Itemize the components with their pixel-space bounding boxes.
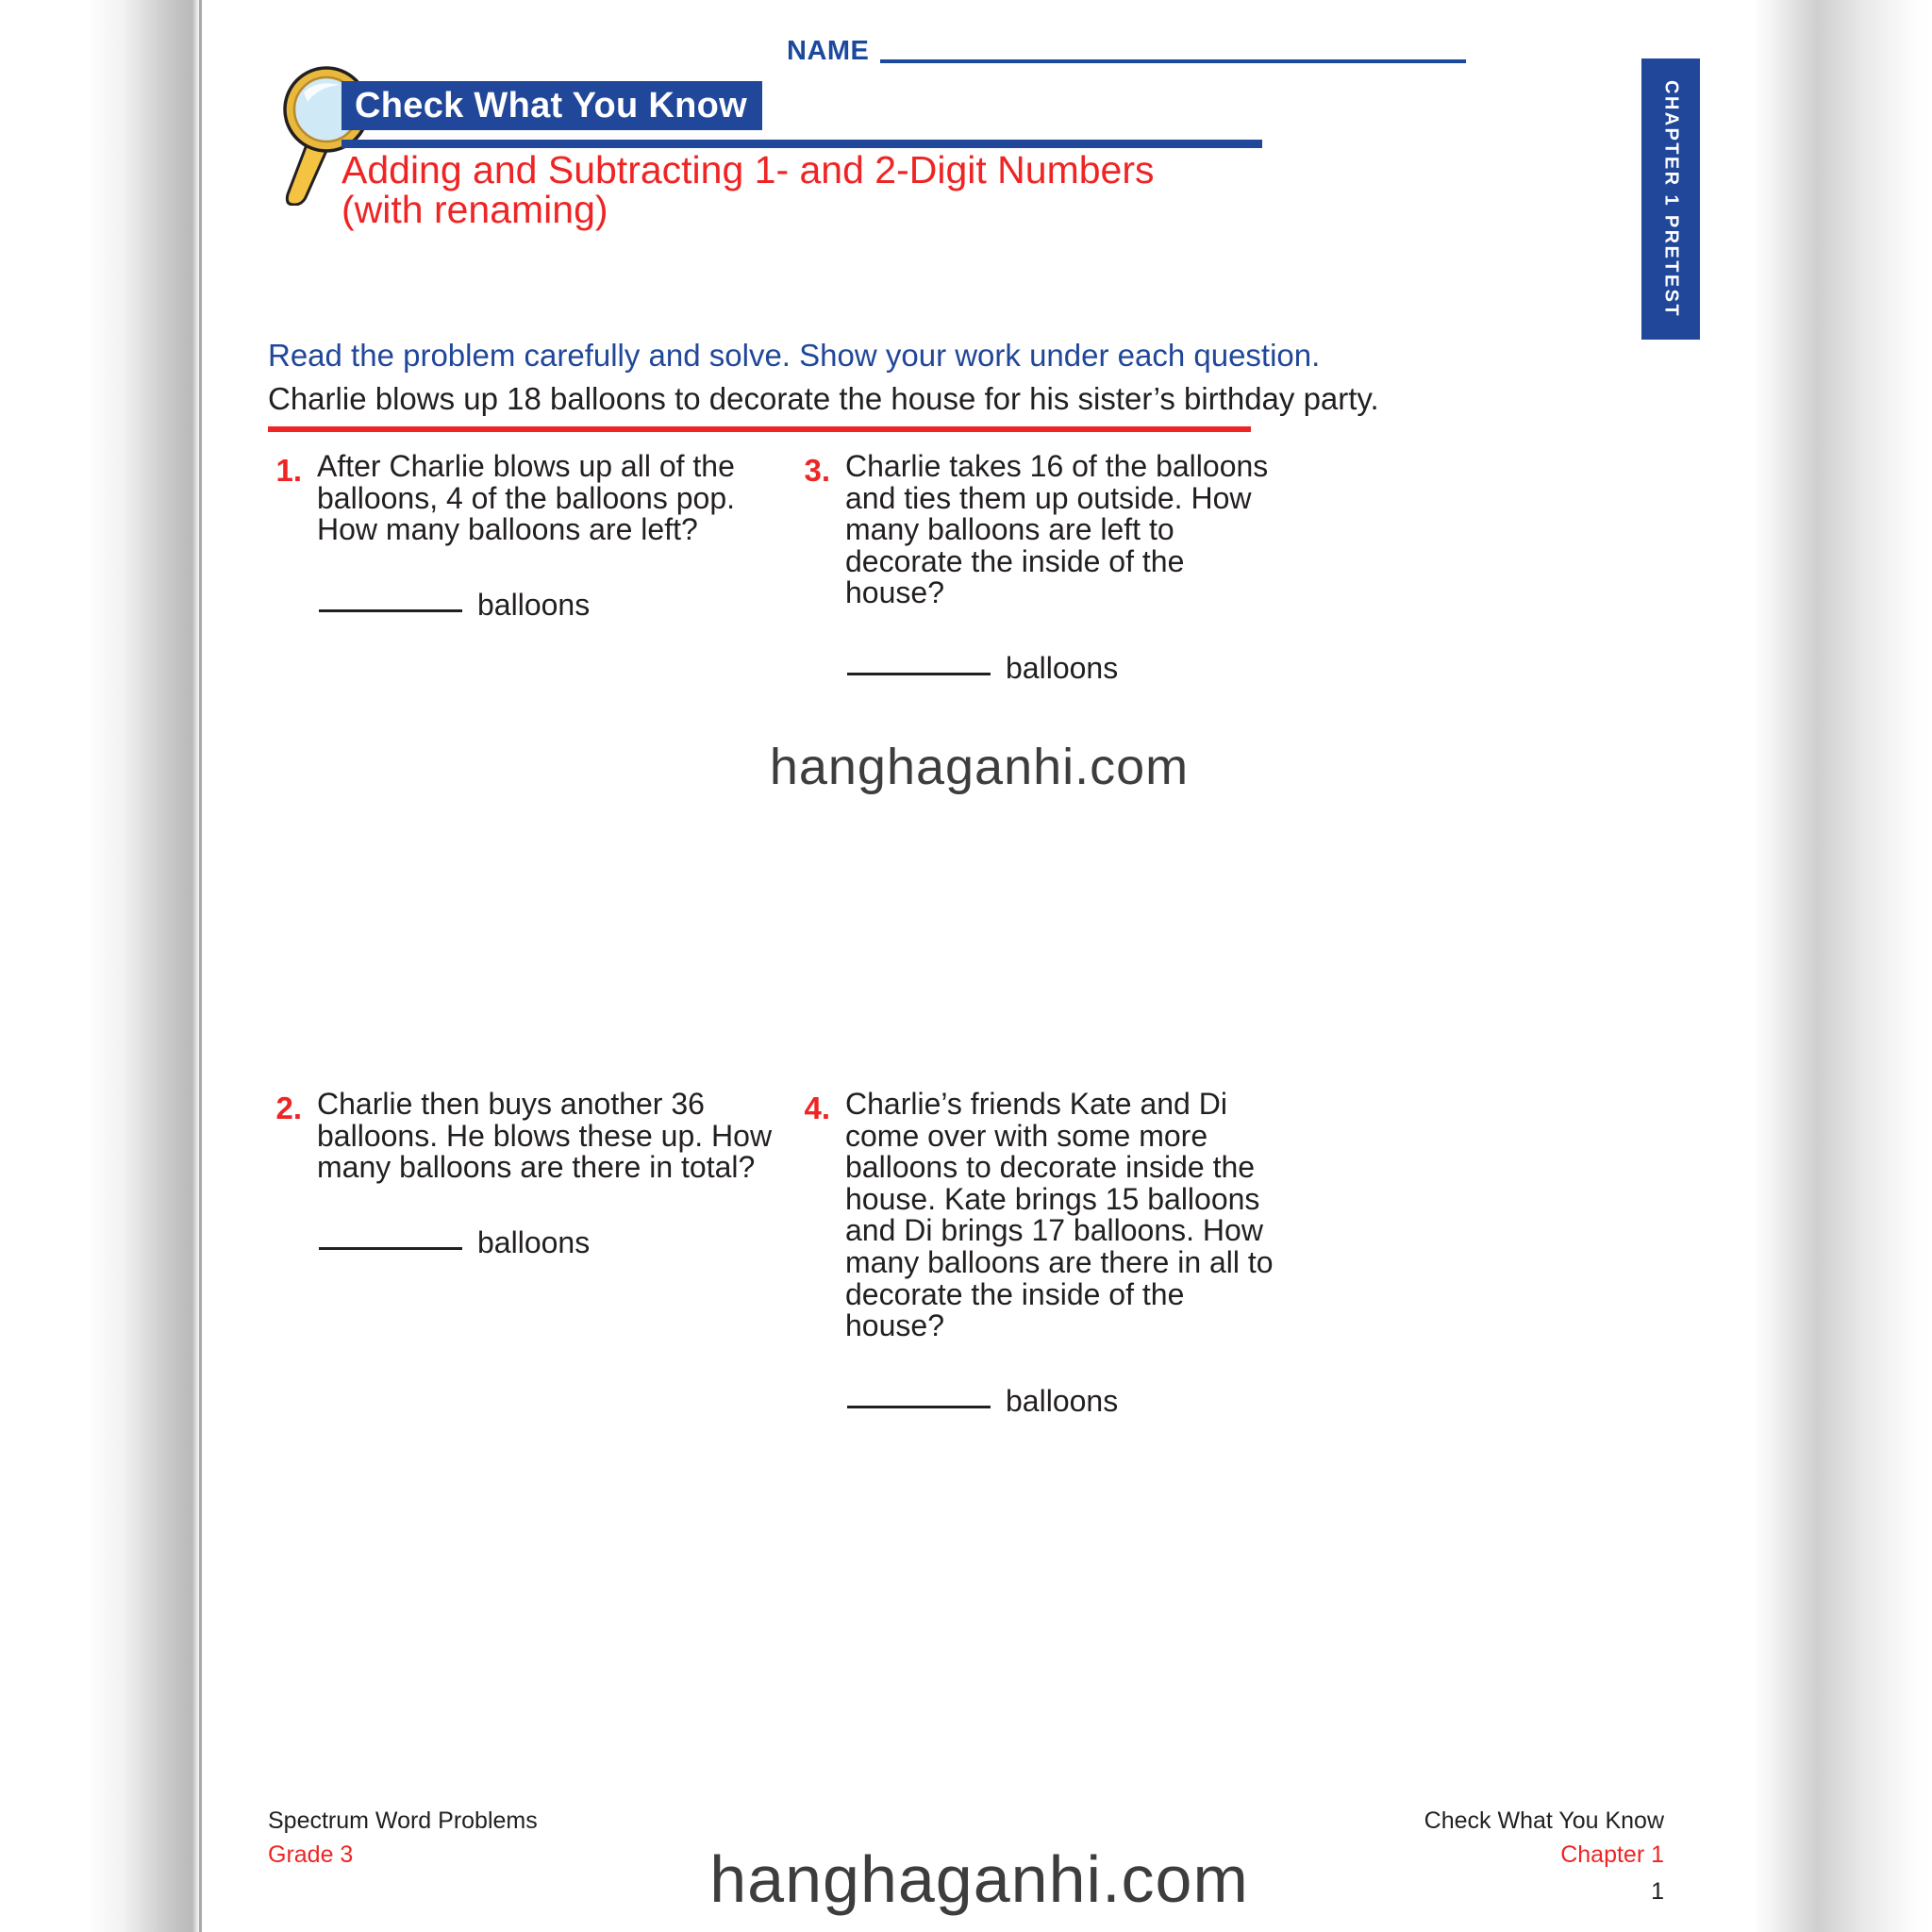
- problem-4-answer-unit: balloons: [1006, 1383, 1119, 1418]
- problem-2-number: 2.: [275, 1091, 302, 1125]
- page-left-gutter-shadow: [0, 0, 200, 1932]
- problem-4-text: Charlie’s friends Kate and Di come over with some more balloons to decorate inside the house. Kate brings 15 balloons and Di brings 17 balloons. How many balloons are there in all to decorate the inside of the house?: [845, 1087, 1274, 1343]
- lesson-title-line2: (with renaming): [341, 187, 608, 231]
- problem-1-answer-row[interactable]: [317, 587, 796, 622]
- problem-2-answer-unit: balloons: [477, 1224, 591, 1259]
- problem-1-answer-unit: balloons: [477, 587, 591, 622]
- problem-2-answer-row[interactable]: [317, 1224, 796, 1259]
- problem-4: [796, 1089, 1287, 1416]
- problem-1-answer-blank[interactable]: [319, 609, 462, 612]
- problem-3-answer-row[interactable]: [845, 650, 1287, 685]
- problem-2-answer-blank[interactable]: [319, 1247, 462, 1250]
- name-write-line[interactable]: [880, 59, 1466, 63]
- problem-3-number: 3.: [804, 453, 830, 488]
- name-label: NAME: [787, 36, 870, 66]
- problem-row-bottom: [268, 1089, 1291, 1416]
- chapter-pretest-tab: [1641, 58, 1700, 340]
- problem-1: [268, 451, 796, 683]
- chapter-tab-label: CHAPTER 1 PRETEST: [1660, 80, 1682, 318]
- problem-3-answer-blank[interactable]: [847, 673, 991, 675]
- footer-chapter: Chapter 1: [1560, 1841, 1664, 1869]
- lesson-title: [341, 148, 1294, 231]
- footer-section-title: Check What You Know: [1424, 1807, 1664, 1834]
- worksheet-sheet: [202, 0, 1757, 1932]
- lesson-title-line1: Adding and Subtracting 1- and 2-Digit Numbers: [341, 148, 1155, 192]
- header-blue-rule: [341, 140, 1262, 148]
- footer-left: [268, 1804, 538, 1873]
- banner-title: Check What You Know: [355, 85, 747, 125]
- problem-2: [268, 1089, 796, 1416]
- problem-4-answer-row[interactable]: [845, 1383, 1287, 1418]
- problem-1-number: 1.: [275, 453, 302, 488]
- footer-grade: Grade 3: [268, 1841, 354, 1869]
- section-red-rule: [268, 426, 1251, 432]
- footer-book-title: Spectrum Word Problems: [268, 1807, 538, 1834]
- check-what-you-know-banner: [341, 81, 762, 130]
- directions-text: Read the problem carefully and solve. Show your work under each question.: [268, 338, 1321, 373]
- intro-sentence: Charlie blows up 18 balloons to decorate the house for his sister’s birthday party.: [268, 381, 1379, 416]
- problem-3-text: Charlie takes 16 of the balloons and ties them up outside. How many balloons are left to decorate the inside of the house?: [845, 449, 1269, 610]
- footer-page-number: 1: [1651, 1877, 1664, 1905]
- problem-4-number: 4.: [804, 1091, 830, 1125]
- watermark-middle: hanghaganhi.com: [769, 739, 1190, 795]
- page-right-gutter-shadow: [1753, 0, 1932, 1932]
- watermark-bottom: hanghaganhi.com: [709, 1842, 1249, 1916]
- problem-4-answer-blank[interactable]: [847, 1406, 991, 1408]
- footer-right: [1424, 1804, 1664, 1910]
- problem-1-text: After Charlie blows up all of the balloons, 4 of the balloons pop. How many balloons are left?: [317, 449, 735, 547]
- problem-row-top: [268, 451, 1291, 683]
- problem-2-text: Charlie then buys another 36 balloons. He blows these up. How many balloons are there in total?: [317, 1087, 773, 1185]
- problem-3: [796, 451, 1287, 683]
- problem-3-answer-unit: balloons: [1006, 650, 1119, 685]
- name-field-row[interactable]: [787, 36, 1466, 67]
